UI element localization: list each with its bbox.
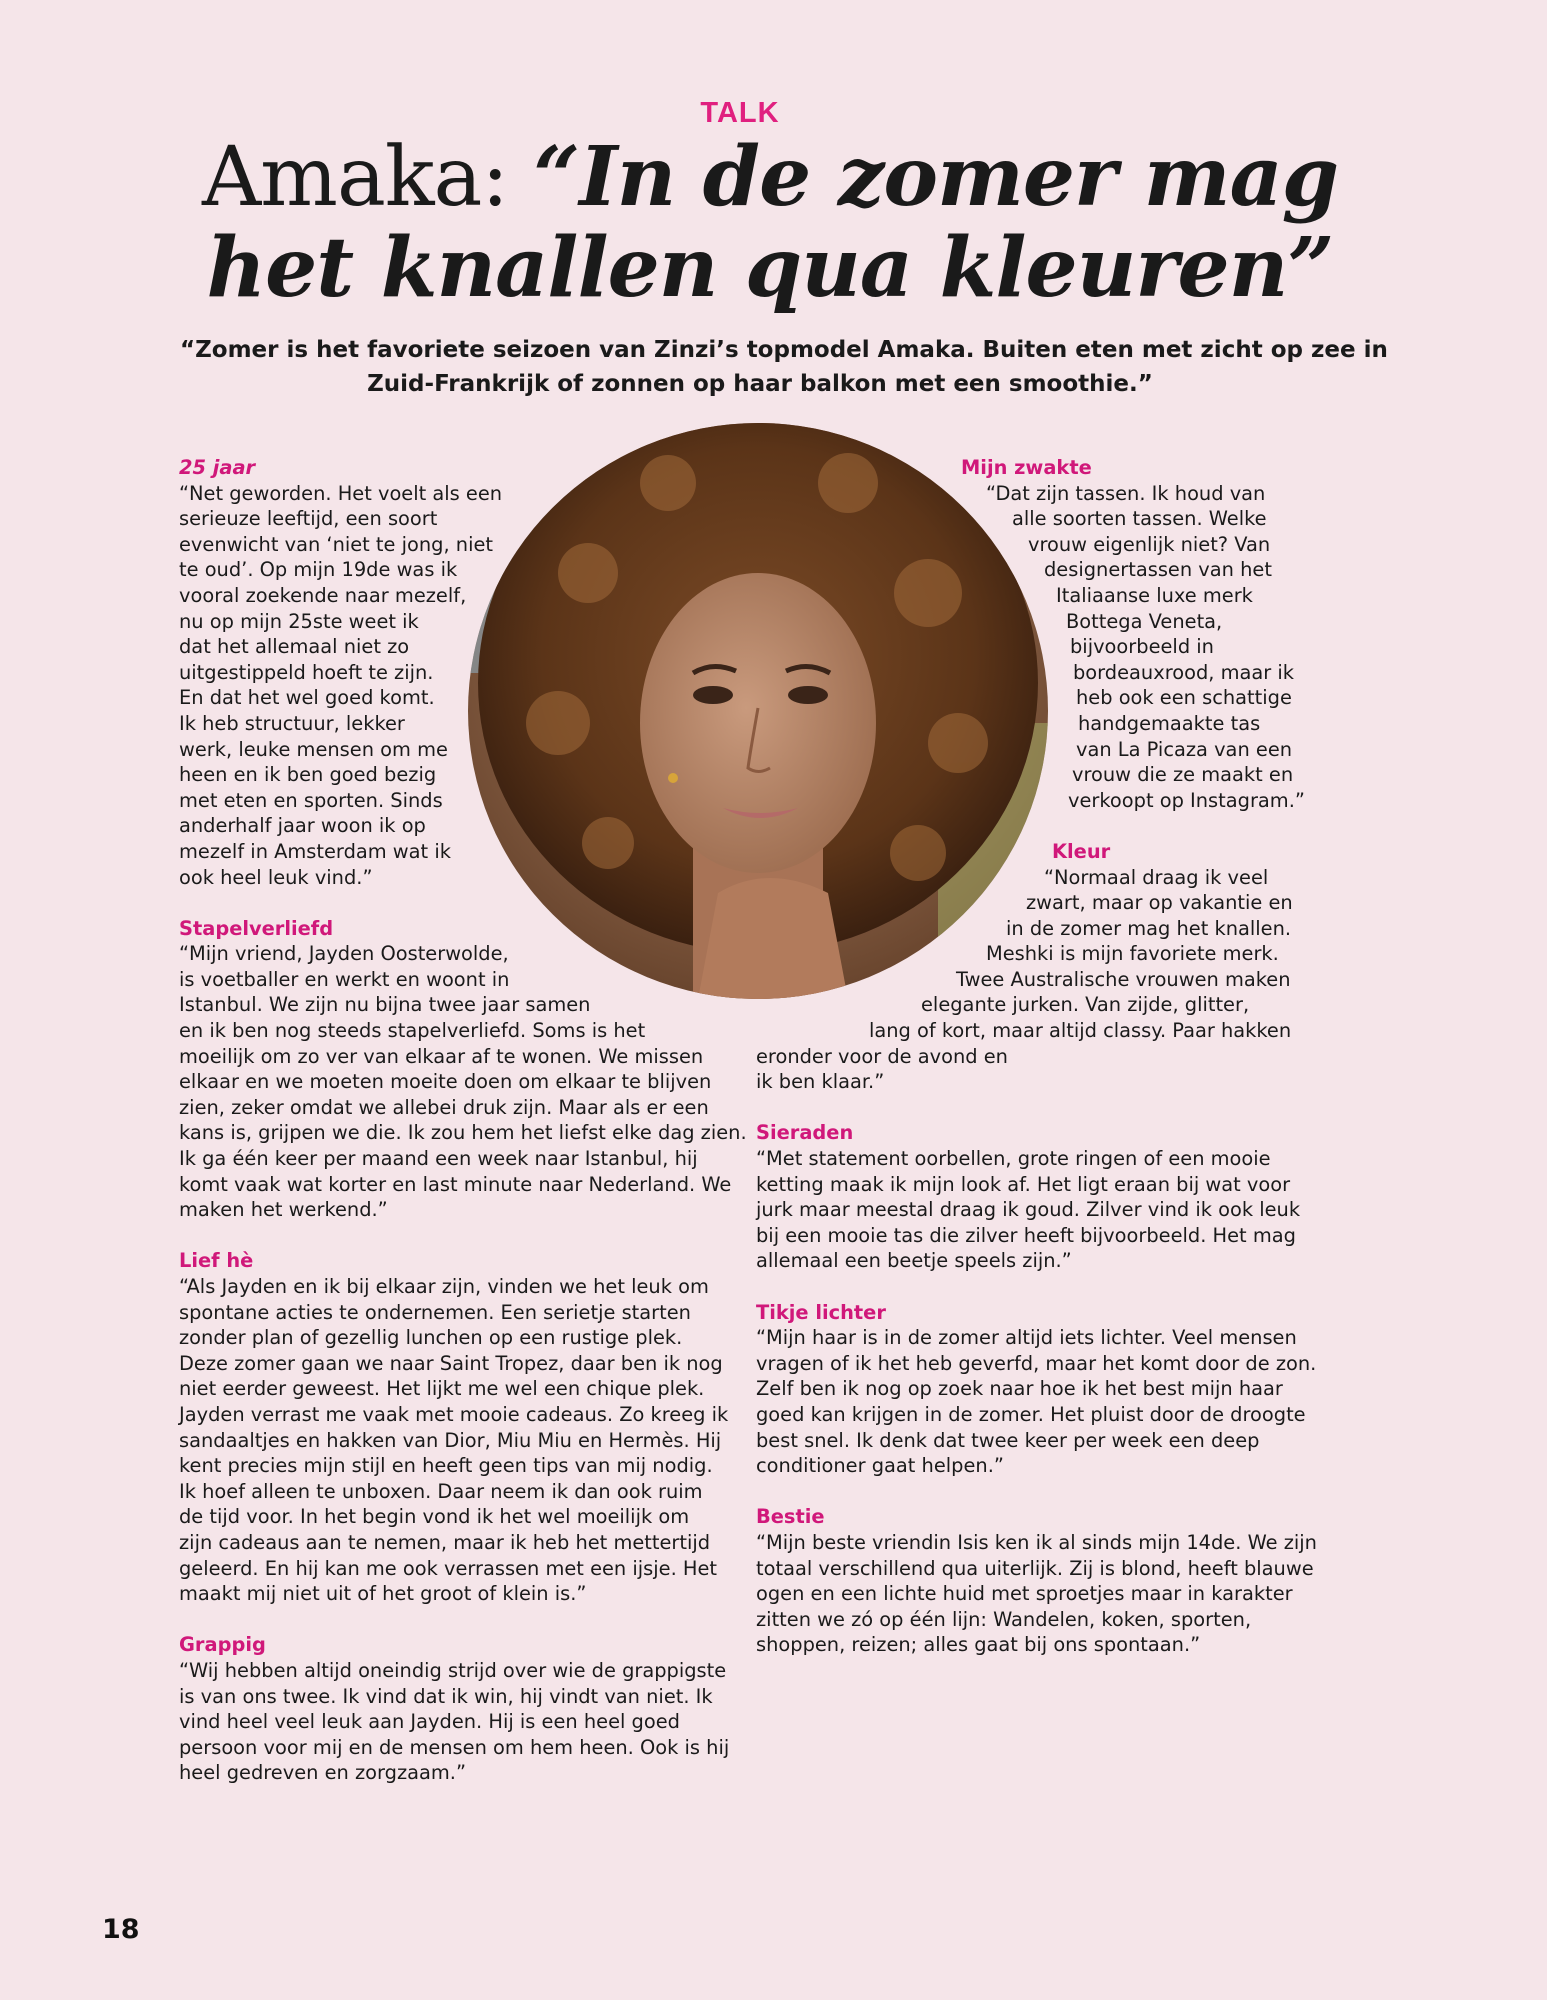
body-line: kent precies mijn stijl en heeft geen tips van mij nodig. (179, 1454, 713, 1478)
section-body (756, 1530, 1317, 1658)
body-line: zonder plan of gezellig lunchen op een rustige plek. (179, 1326, 683, 1350)
body-line: “Wij hebben altijd oneindig strijd over wie de grappigste (179, 1658, 727, 1682)
section-heading: Lief hè (179, 1249, 254, 1273)
body-line: Ik hoef alleen te unboxen. Daar neem ik dan ook ruim (179, 1479, 703, 1503)
body-line: alle soorten tassen. Welke (1012, 507, 1267, 531)
body-line: ogen en een lichte huid met sproetjes maar in karakter (756, 1582, 1293, 1606)
body-line: “Mijn beste vriendin Isis ken ik al sinds mijn 14de. We zijn (756, 1530, 1317, 1554)
body-line: dat het allemaal niet zo (179, 635, 410, 659)
body-line: anderhalf jaar woon ik op (179, 814, 426, 838)
body-line: “Mijn vriend, Jayden Oosterwolde, (179, 942, 509, 966)
section-heading: Mijn zwakte (961, 456, 1092, 479)
section-heading: Tikje lichter (756, 1300, 886, 1324)
body-line: maken het werkend.” (179, 1198, 388, 1222)
section-kicker: TALK (700, 97, 780, 129)
body-line: persoon voor mij en de mensen om hem heen. Ook is hij (179, 1735, 730, 1759)
body-line: totaal verschillend qua uiterlijk. Zij is blond, heeft blauwe (756, 1556, 1314, 1580)
intro-line: “Zomer is het favoriete seizoen van Zinzi’s topmodel Amaka. Buiten eten met zicht op zee in (180, 337, 1388, 363)
body-line: zwart, maar op vakantie en (1026, 891, 1293, 915)
body-line: Istanbul. We zijn nu bijna twee jaar samen (179, 993, 591, 1017)
body-line: Bottega Veneta, (1066, 609, 1223, 633)
body-line: bordeauxrood, maar ik (1073, 660, 1295, 684)
body-line: ketting maak ik mijn look af. Het ligt eraan bij wat voor (756, 1172, 1291, 1196)
body-line: goed kan krijgen in de zomer. Het pluist door de droogte (756, 1402, 1306, 1426)
section-heading: Bestie (756, 1505, 825, 1529)
body-line: En dat het wel goed komt. (179, 686, 435, 710)
body-line: “Normaal draag ik veel (1044, 865, 1269, 889)
body-line: is voetballer en werkt en woont in (179, 967, 510, 991)
body-line: vragen of ik het heb geverfd, maar het komt door de zon. (756, 1351, 1317, 1375)
body-line: evenwicht van ‘niet te jong, niet (179, 532, 494, 556)
body-line: “Dat zijn tassen. Ik houd van (986, 481, 1266, 505)
body-line: jurk maar meestal draag ik goud. Zilver vind ik ook leuk (756, 1198, 1301, 1222)
body-line: heen en ik ben goed bezig (179, 763, 437, 787)
section-body (179, 1274, 747, 1607)
body-line: heb ook een schattige (1076, 686, 1292, 710)
body-line: handgemaakte tas (1078, 711, 1261, 735)
body-line: nu op mijn 25ste weet ik (179, 609, 419, 633)
body-line: zijn cadeaus aan te nemen, maar ik heb het mettertijd (179, 1530, 711, 1554)
body-line: ook heel leuk vind.” (179, 865, 373, 889)
intro-line: Zuid-Frankrijk of zonnen op haar balkon met een smoothie.” (367, 371, 1153, 397)
body-line: Twee Australische vrouwen maken (956, 967, 1291, 991)
body-line: ik ben klaar.” (756, 1070, 885, 1094)
body-line: verkoopt op Instagram.” (1068, 788, 1305, 812)
body-line: vooral zoekende naar mezelf, (179, 583, 467, 607)
body-line: en ik ben nog steeds stapelverliefd. Soms is het (179, 1019, 646, 1043)
article-intro (180, 333, 1388, 401)
body-line: conditioner gaat helpen.” (756, 1454, 1004, 1478)
body-line: Ik heb structuur, lekker (179, 711, 405, 735)
body-line: elegante jurken. Van zijde, glitter, (921, 993, 1250, 1017)
body-line: Zelf ben ik nog op zoek naar hoe ik het best mijn haar (756, 1377, 1283, 1401)
section-body (756, 481, 1305, 814)
body-line: zitten we zó op één lijn: Wandelen, koken, sporten, (756, 1607, 1252, 1631)
section-body (179, 481, 747, 891)
section-heading: Grappig (179, 1633, 266, 1657)
body-line: is van ons twee. Ik vind dat ik win, hij vindt van niet. Ik (179, 1684, 713, 1708)
body-line: “Mijn haar is in de zomer altijd iets lichter. Veel mensen (756, 1326, 1297, 1350)
body-line: kans is, grijpen we die. Ik zou hem het liefst elke dag zien. (179, 1121, 747, 1145)
body-line: bijvoorbeeld in (1070, 635, 1214, 659)
body-line: lang of kort, maar altijd classy. Paar hakken (869, 1019, 1292, 1043)
body-line: sandaaltjes en hakken van Dior, Miu Miu en Hermès. Hij (179, 1428, 722, 1452)
body-line: Jayden verrast me vaak met mooie cadeaus. Zo kreeg ik (179, 1402, 729, 1426)
body-line: “Net geworden. Het voelt als een (179, 481, 503, 505)
title-name: Amaka: (201, 130, 534, 225)
body-line: “Met statement oorbellen, grote ringen of een mooie (756, 1147, 1271, 1171)
title-quote-line2: het knallen qua kleuren” (206, 220, 1334, 316)
right-column (756, 455, 1317, 1658)
page-number: 18 (102, 1914, 140, 1945)
body-line: met eten en sporten. Sinds (179, 788, 443, 812)
body-line: vind heel veel leuk aan Jayden. Hij is een heel goed (179, 1710, 680, 1734)
body-line: werk, leuke mensen om me (179, 737, 448, 761)
body-line: heel gedreven en zorgzaam.” (179, 1761, 466, 1785)
section-body (756, 1325, 1317, 1479)
body-line: mezelf in Amsterdam wat ik (179, 839, 451, 863)
title-quote-line1: “In de zomer mag (533, 129, 1339, 225)
body-line: Ik ga één keer per maand een week naar Istanbul, hij (179, 1147, 698, 1171)
body-line: “Als Jayden en ik bij elkaar zijn, vinden we het leuk om (179, 1275, 709, 1298)
section-body (756, 1146, 1301, 1274)
body-line: Deze zomer gaan we naar Saint Tropez, daar ben ik nog (179, 1351, 723, 1375)
body-line: eronder voor de avond en (756, 1044, 1008, 1068)
section-body (756, 865, 1296, 1095)
article-title (190, 129, 1350, 316)
body-line: moeilijk om zo ver van elkaar af te wonen. We missen (179, 1044, 704, 1068)
body-line: allemaal een beetje speels zijn.” (756, 1249, 1072, 1273)
body-line: te oud’. Op mijn 19de was ik (179, 558, 458, 582)
body-line: best snel. Ik denk dat twee keer per week een deep (756, 1428, 1260, 1452)
body-line: in de zomer mag het knallen. (1006, 916, 1292, 940)
body-line: niet eerder geweest. Het lijkt me wel een chique plek. (179, 1377, 705, 1401)
section-heading: Stapelverliefd (179, 916, 334, 940)
body-line: de tijd voor. In het begin vond ik het wel moeilijk om (179, 1505, 690, 1529)
section-heading: 25 jaar (179, 456, 256, 479)
body-line: serieuze leeftijd, een soort (179, 507, 438, 531)
body-line: Italiaanse luxe merk (1056, 583, 1253, 607)
left-column-top (179, 455, 747, 1786)
section-body (179, 941, 747, 1223)
body-line: bij een mooie tas die zilver heeft bijvoorbeeld. Het mag (756, 1223, 1296, 1247)
section-heading: Sieraden (756, 1121, 854, 1145)
body-line: Meshki is mijn favoriete merk. (986, 942, 1279, 966)
body-line: geleerd. En hij kan me ook verrassen met een ijsje. Het (179, 1556, 718, 1580)
body-line: uitgestippeld hoeft te zijn. (179, 660, 434, 684)
section-body (179, 1658, 747, 1786)
body-line: maakt mij niet uit of het groot of klein is.” (179, 1582, 587, 1606)
body-line: elkaar en we moeten moeite doen om elkaar te blijven (179, 1070, 712, 1094)
body-line: shoppen, reizen; alles gaat bij ons spontaan.” (756, 1633, 1201, 1657)
section-heading: Kleur (1052, 839, 1111, 863)
body-line: vrouw eigenlijk niet? Van (1028, 532, 1271, 556)
body-line: van La Picaza van een (1076, 737, 1293, 761)
body-line: designertassen van het (1044, 558, 1272, 582)
body-line: zien, zeker omdat we allebei druk zijn. Maar als er een (179, 1095, 709, 1119)
body-line: spontane acties te ondernemen. Een serietje starten (179, 1300, 691, 1324)
body-line: vrouw die ze maakt en (1072, 763, 1294, 787)
body-line: komt vaak wat korter en last minute naar Nederland. We (179, 1172, 732, 1196)
